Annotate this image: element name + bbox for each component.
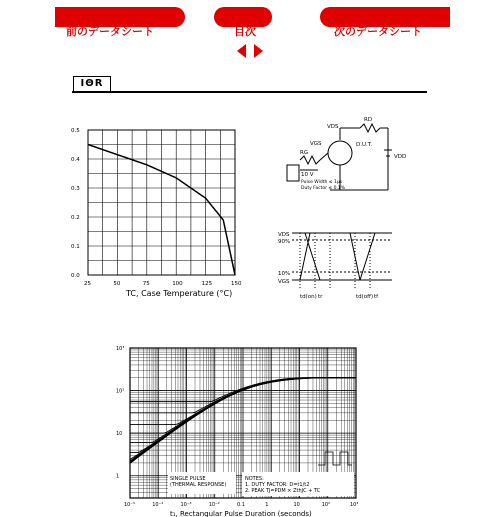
circuit-label: RD <box>364 117 373 123</box>
waveform-label: td(off) <box>356 294 374 300</box>
y-tick-label: 0.1 <box>71 244 80 250</box>
waveform-label: 90% <box>278 239 291 245</box>
thermal-xlabel: t₁, Rectangular Pulse Duration (seconds) <box>170 510 312 517</box>
x-tick-label: 100 <box>172 281 183 287</box>
waveform-label: tf <box>374 294 379 300</box>
x-tick-label: 10 <box>293 502 300 508</box>
thermal-x-ticks <box>124 502 358 508</box>
waveform-label: td(on) <box>300 294 317 300</box>
notes-label: NOTES: 1. DUTY FACTOR: D=t1/t2 2. PEAK TJ=PDM × ZthJC + TC <box>245 476 321 494</box>
circuit-label: VGS <box>310 141 322 147</box>
waveform-label: VDS <box>278 232 290 238</box>
x-tick-label: 125 <box>201 281 213 287</box>
circuit-label: Duty Factor ≤ 0.1% <box>301 186 346 191</box>
x-tick-label: 10⁻⁴ <box>152 502 164 508</box>
circuit-label: 10 V <box>301 172 314 178</box>
y-tick-label: 0.5 <box>71 128 80 134</box>
x-tick-label: 10⁻⁵ <box>124 502 136 508</box>
y-tick-label: 10³ <box>116 346 125 352</box>
y-tick-label: 10 <box>116 431 123 438</box>
waveform-label: 10% <box>278 271 291 277</box>
x-tick-label: 10³ <box>350 502 359 508</box>
x-tick-label: 50 <box>113 281 121 287</box>
waveform-label: VGS <box>278 279 290 285</box>
circuit-label: VDS <box>327 124 339 130</box>
y-tick-label: 0.3 <box>71 186 80 192</box>
circuit-label: Pulse Width ≤ 1μs <box>301 180 343 185</box>
prev-datasheet-link[interactable]: 前のデータシート <box>66 25 154 38</box>
y-tick-label: 0.0 <box>71 273 80 279</box>
waveform-label: tr <box>318 294 323 300</box>
y-tick-label: 1 <box>116 473 120 480</box>
x-tick-label: 10² <box>321 502 331 508</box>
circuit-label: D.U.T. <box>356 142 373 148</box>
toc-link[interactable]: 目次 <box>234 25 256 38</box>
y-tick-label: 0.4 <box>71 157 80 163</box>
y-tick-label: 0.2 <box>71 215 80 221</box>
x-tick-label: 10⁻² <box>208 502 220 508</box>
thermal-y-ticks <box>116 346 124 480</box>
single-pulse-label: SINGLE PULSE (THERMAL RESPONSE) <box>170 476 227 488</box>
x-tick-label: 75 <box>142 281 150 287</box>
x-tick-label: 150 <box>231 281 242 287</box>
next-datasheet-link[interactable]: 次のデータシート <box>334 25 422 38</box>
derating-xlabel: TC, Case Temperature (°C) <box>126 289 233 298</box>
x-tick-label: 0.1 <box>237 502 245 508</box>
circuit-label: VDD <box>394 154 407 160</box>
x-tick-label: 1 <box>265 502 269 508</box>
ir-logo: IΘR <box>73 76 111 92</box>
x-tick-label: 25 <box>84 281 91 287</box>
x-tick-label: 10⁻³ <box>180 502 192 508</box>
y-tick-label: 10² <box>116 388 125 395</box>
circuit-label: RG <box>300 150 309 156</box>
